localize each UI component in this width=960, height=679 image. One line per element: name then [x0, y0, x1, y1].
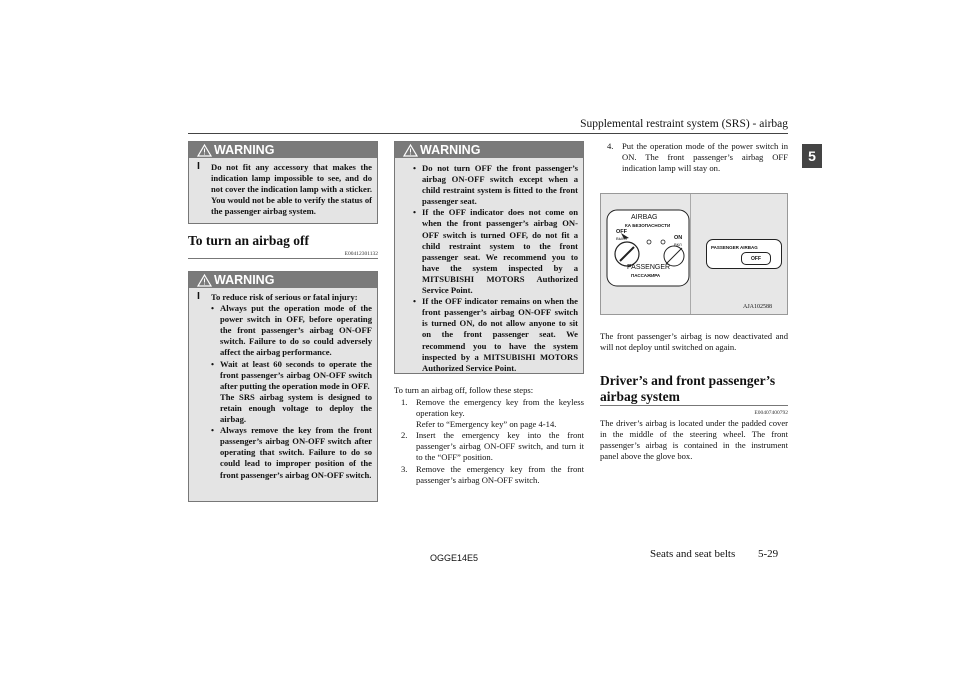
warning-header [189, 272, 377, 288]
step-text: Remove the emergency key from the front passenger’s airbag ON-OFF switch. [416, 463, 584, 485]
warning-bullet [197, 359, 372, 426]
warning-text: Do not fit any accessory that makes the indication lamp impossible to see, and do not cover the indication lamp with a sticker. You would not be able to verify the status of the passenger airbag system. [211, 162, 372, 217]
steps-list [394, 397, 584, 486]
deactivated-note: The front passenger’s airbag is now deactivated and will not deploy until switched on again. [600, 331, 788, 353]
section-title-line1: Driver’s and front passenger’s [600, 373, 776, 388]
footer-code: OGGE14E5 [430, 553, 479, 563]
switch-label-airbag: AIRBAG [631, 214, 658, 221]
bullet-dot-icon: • [413, 296, 417, 307]
bullet-dot-icon: • [413, 207, 417, 218]
lamp-label: PASSENGER AIRBAG [711, 245, 758, 250]
step-text: Insert the emergency key into the front passenger’s airbag ON-OFF switch, and turn it to the “OFF” position. [416, 430, 584, 463]
running-header: Supplemental restraint system (SRS) - airbag [580, 118, 788, 130]
warning-body [395, 158, 583, 374]
warning-bullet-text [220, 359, 372, 426]
warning-box-switch [394, 141, 584, 374]
warning-bullet-main: Wait at least 60 seconds to operate the front passenger’s airbag ON-OFF switch after putting the operation mode in OFF. [220, 358, 372, 391]
airbag-switch-figure [600, 193, 788, 315]
warning-title: WARNING [214, 143, 275, 157]
switch-label-off-ru: ВЫКЛ [616, 236, 628, 241]
warning-box-injury [188, 271, 378, 502]
footer-section: Seats and seat belts [650, 548, 736, 560]
airbag-off-indicator-lamp [706, 239, 782, 269]
step-item [394, 430, 584, 463]
header-rule [188, 133, 788, 134]
step-number: 1. [401, 397, 408, 407]
bullet-dot-icon: • [211, 425, 215, 436]
warning-bullet [197, 303, 372, 358]
warning-triangle-icon [197, 144, 212, 157]
warning-body [189, 288, 377, 481]
warning-bullet-text: Always remove the key from the front passenger’s airbag ON-OFF switch after operating that switch. Failure to do so could lead to improper position of the front passenger’s airbag ON-OFF switch. [220, 425, 372, 480]
switch-label-on-ru: ВКЛ [674, 242, 682, 247]
step-number: 3. [401, 463, 408, 474]
warning-bullet-text: Do not turn OFF the front passenger’s airbag ON-OFF switch except when a child restraint system is fitted to the front passenger seat. [422, 163, 578, 207]
step-item [394, 464, 584, 486]
warning-bullet-text: Always put the operation mode of the power switch in OFF, before operating the front passenger’s airbag ON-OFF switch. Failure to do so could adversely affect the airbag performance. [220, 303, 372, 358]
step-text [416, 397, 584, 430]
step-number: 4. [607, 141, 614, 151]
footer-page: 5-29 [758, 548, 779, 560]
warning-body [189, 158, 377, 217]
warning-bullet [413, 296, 578, 374]
figure-code: AJA102588 [743, 304, 773, 310]
step-main: Remove the emergency key from the keyless operation key. [416, 397, 584, 419]
switch-label-passenger-ru: ПАССАЖИРА [631, 273, 661, 278]
airbag-location-text: The driver’s airbag is located under the padded cover in the middle of the steering wheel. The front passenger’s airbag is contained in the instrument panel above the glove box. [600, 418, 788, 462]
warning-bullet-text: If the OFF indicator does not come on when the front passenger’s airbag ON-OFF switch is turned OFF, do not fit a child restraint system to the front passenger seat. We recommend you to have the system inspected by a MITSUBISHI MOTORS Authorized Service Point. [422, 207, 578, 296]
lamp-state-text: OFF [751, 255, 761, 262]
bullet-marker: l [197, 162, 200, 172]
bullet-dot-icon: • [211, 358, 215, 369]
warning-title: WARNING [420, 143, 481, 157]
warning-bullet [197, 425, 372, 480]
step-number: 2. [401, 430, 408, 441]
warning-triangle-icon [403, 144, 418, 157]
warning-header [189, 142, 377, 158]
section-title-turn-off: To turn an airbag off [188, 233, 310, 248]
switch-label-airbag-ru: КА БЕЗОПАСНОСТИ [625, 223, 671, 228]
warning-bullet-extra: The SRS airbag system is designed to retain enough voltage to deploy the airbag. [220, 391, 372, 425]
warning-header [395, 142, 583, 158]
warning-lead [197, 292, 372, 303]
lamp-state-badge [741, 252, 771, 265]
bullet-marker: l [197, 292, 200, 302]
warning-item [197, 162, 372, 217]
section-rule [188, 258, 378, 259]
warning-title: WARNING [214, 273, 275, 287]
step-extra: Refer to “Emergency key” on page 4-14. [416, 419, 557, 430]
bullet-dot-icon: • [211, 303, 215, 314]
switch-label-passenger: PASSENGER [627, 264, 671, 271]
warning-bullet [413, 163, 578, 207]
switch-label-on: ON [674, 235, 683, 241]
section-title-line2: airbag system [600, 389, 680, 404]
warning-bullet [413, 207, 578, 296]
section-code: E00407400792 [754, 410, 788, 416]
switch-label-off: OFF [616, 229, 627, 235]
bullet-dot-icon: • [413, 163, 417, 173]
section-code: E00412301132 [344, 251, 378, 257]
section-rule [600, 405, 788, 406]
chapter-tab: 5 [802, 144, 822, 168]
warning-box-accessory [188, 141, 378, 224]
step-item [394, 397, 584, 430]
steps-intro: To turn an airbag off, follow these steps: [394, 385, 534, 395]
step-item-4 [600, 141, 788, 174]
warning-bullet-text: If the OFF indicator remains on when the front passenger’s airbag ON-OFF switch is turned ON, do not allow anyone to sit on the front passenger seat. We recommend you to have the system inspected by a MITSUBISHI MOTORS Authorized Service Point. [422, 296, 578, 373]
warning-triangle-icon [197, 274, 212, 287]
warning-lead-text: To reduce risk of serious or fatal injury: [211, 292, 358, 302]
step-text: Put the operation mode of the power switch in ON. The front passenger’s airbag OFF indication lamp will stay on. [622, 141, 788, 174]
section-title-airbag-system [600, 373, 788, 405]
